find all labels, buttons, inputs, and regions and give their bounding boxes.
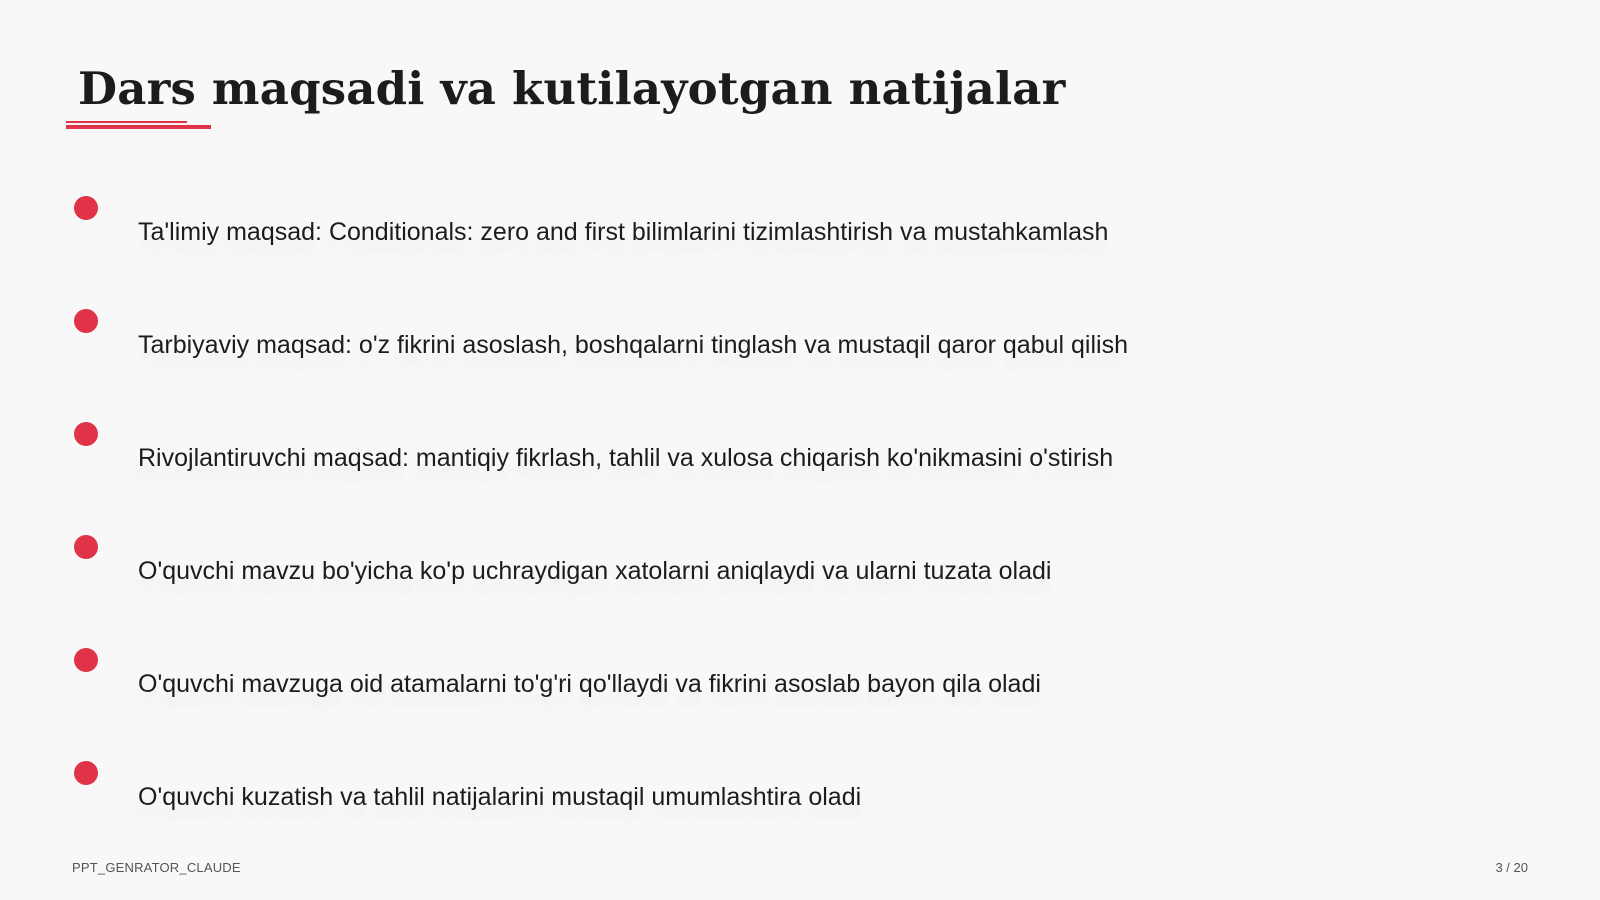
footer-source-label: PPT_GENRATOR_CLAUDE <box>72 860 241 875</box>
bullet-dot-icon <box>74 535 98 559</box>
bullet-text: Ta'limiy maqsad: Conditionals: zero and first bilimlarini tizimlashtirish va mustahkamlash <box>138 218 1109 246</box>
page-indicator: 3 / 20 <box>1495 860 1528 875</box>
bullet-text: O'quvchi mavzuga oid atamalarni to'g'ri qo'llaydi va fikrini asoslab bayon qila oladi <box>138 670 1041 698</box>
bullet-dot-icon <box>74 309 98 333</box>
bullet-text: Tarbiyaviy maqsad: o'z fikrini asoslash, boshqalarni tinglash va mustaqil qaror qabul qilish <box>138 331 1128 359</box>
bullet-dot-icon <box>74 761 98 785</box>
bullet-item <box>0 422 1400 502</box>
bullet-text: Rivojlantiruvchi maqsad: mantiqiy fikrlash, tahlil va xulosa chiqarish ko'nikmasini o'stirish <box>138 444 1114 472</box>
bullet-text: O'quvchi kuzatish va tahlil natijalarini mustaqil umumlashtira oladi <box>138 783 862 811</box>
bullet-item <box>0 309 1400 389</box>
bullet-item <box>0 196 1400 276</box>
bullet-dot-icon <box>74 196 98 220</box>
bullet-dot-icon <box>74 648 98 672</box>
bullet-item <box>0 648 1400 728</box>
bullet-dot-icon <box>74 422 98 446</box>
bullet-item <box>0 761 1400 841</box>
bullet-item <box>0 535 1400 615</box>
bullet-text: O'quvchi mavzu bo'yicha ko'p uchraydigan xatolarni aniqlaydi va ularni tuzata oladi <box>138 557 1052 585</box>
slide-title: Dars maqsadi va kutilayotgan natijalar <box>78 62 1066 115</box>
